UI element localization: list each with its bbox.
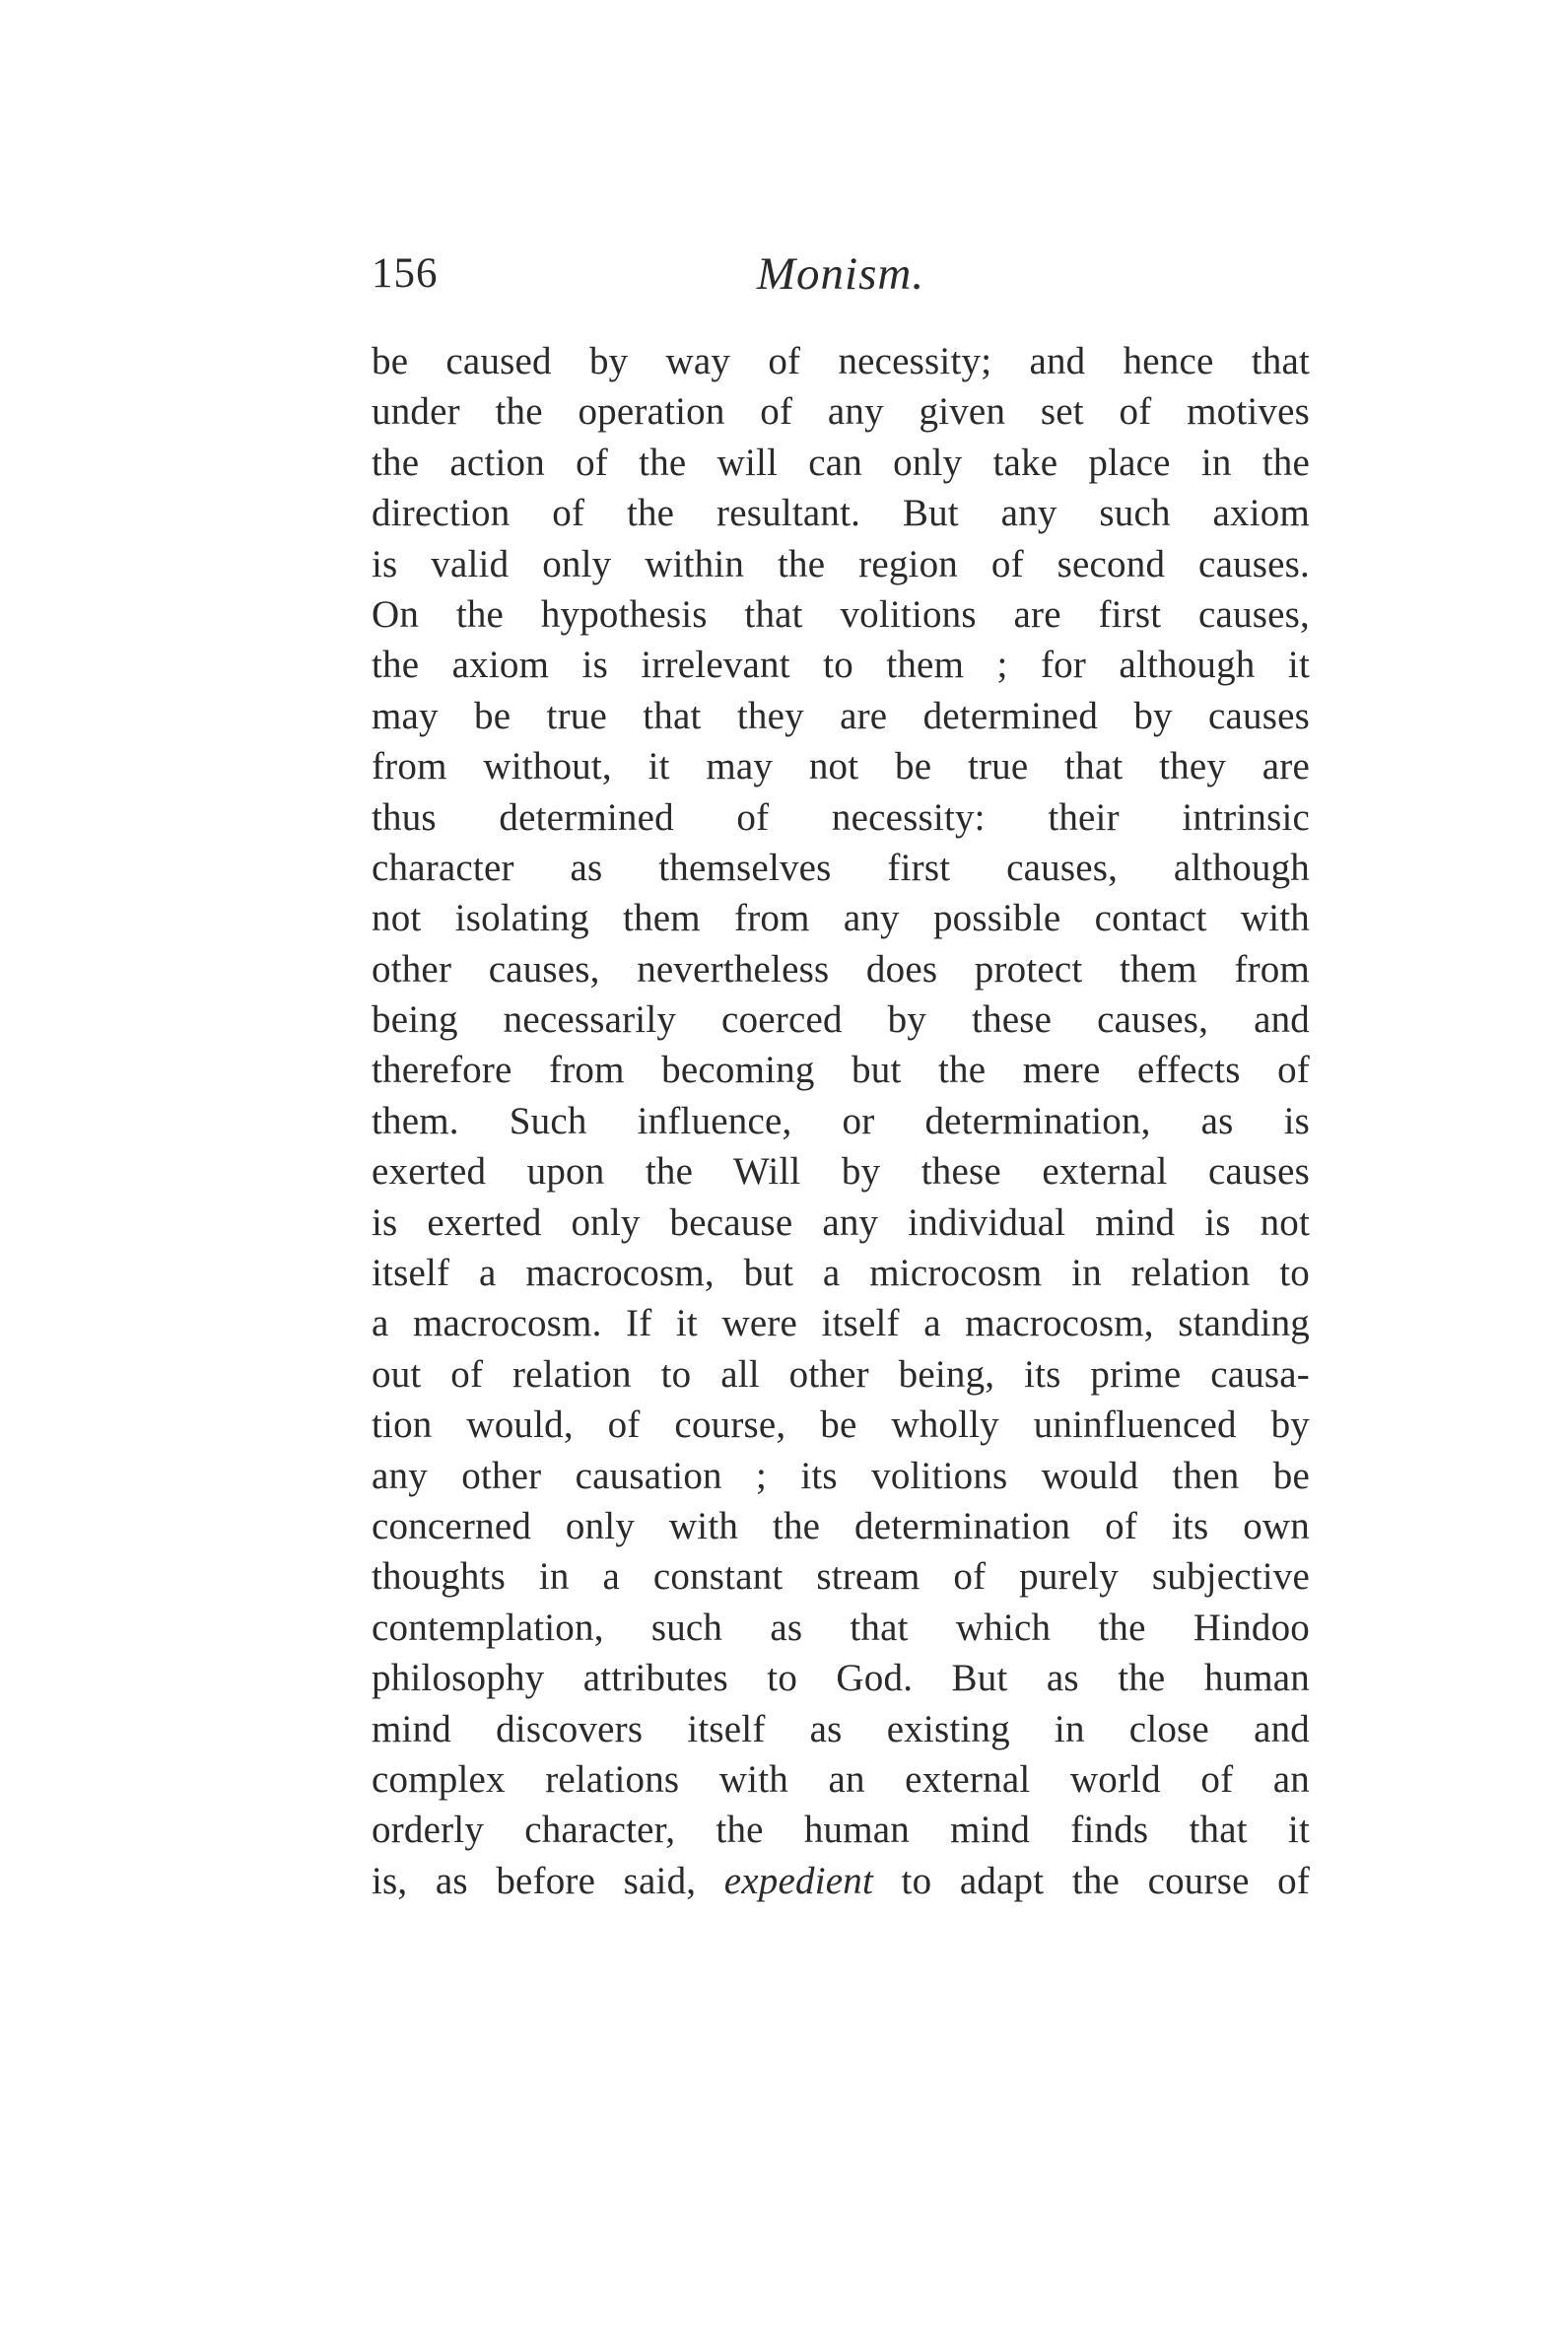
text-line: tion would, of course, be wholly uninfluenced by [372,1403,1310,1447]
text-line: exerted upon the Will by these external causes [372,1150,1310,1194]
text-line: complex relations with an external world of an [372,1757,1310,1801]
text-line: be caused by way of necessity; and hence that [372,340,1310,382]
text-line: is valid only within the region of second causes. [372,542,1310,585]
text-line: itself a macrocosm, but a microcosm in relation to [372,1252,1310,1295]
text-line: contemplation, such as that which the Hindoo [372,1606,1310,1649]
italic-word: expedient [723,1859,873,1902]
text-line: thus determined of necessity: their intrinsic [372,795,1310,839]
text-line: philosophy attributes to God. But as the human [372,1657,1310,1700]
body-text [372,336,1310,1906]
text-line: may be true that they are determined by causes [372,694,1310,737]
text-line: orderly character, the human mind finds that it [372,1809,1310,1852]
text-line: being necessarily coerced by these causes, and [372,998,1310,1042]
text-line: from without, it may not be true that they are [372,745,1310,788]
text-line: a macrocosm. If it were itself a macrocosm, standing [372,1302,1310,1345]
text-line: other causes, nevertheless does protect them from [372,947,1310,991]
last-line-before: is, as before said, [372,1859,697,1902]
text-line: the action of the will can only take place in the [372,441,1310,484]
text-line: is exerted only because any individual mind is not [372,1200,1310,1244]
text-line: concerned only with the determination of its own [372,1504,1310,1547]
text-line: mind discovers itself as existing in close and [372,1707,1310,1750]
text-line: character as themselves first causes, although [372,846,1310,889]
text-line: them. Such influence, or determination, as is [372,1099,1310,1142]
text-line: any other causation ; its volitions would then be [372,1454,1310,1497]
text-line-last [372,1856,1310,1906]
text-line: under the operation of any given set of motives [372,390,1310,434]
last-line-after: to adapt the course of [901,1859,1310,1902]
page-number: 156 [372,250,439,297]
text-line: On the hypothesis that volitions are first causes, [372,592,1310,636]
text-line: thoughts in a constant stream of purely subjective [372,1555,1310,1599]
text-line: out of relation to all other being, its prime causa- [372,1352,1310,1396]
page-header [372,235,1310,313]
running-title: Monism. [756,248,925,300]
text-line: not isolating them from any possible contact with [372,897,1310,940]
text-line: the axiom is irrelevant to them ; for although it [372,644,1310,687]
text-line: therefore from becoming but the mere effects of [372,1049,1310,1092]
text-line: direction of the resultant. But any such axiom [372,492,1310,535]
